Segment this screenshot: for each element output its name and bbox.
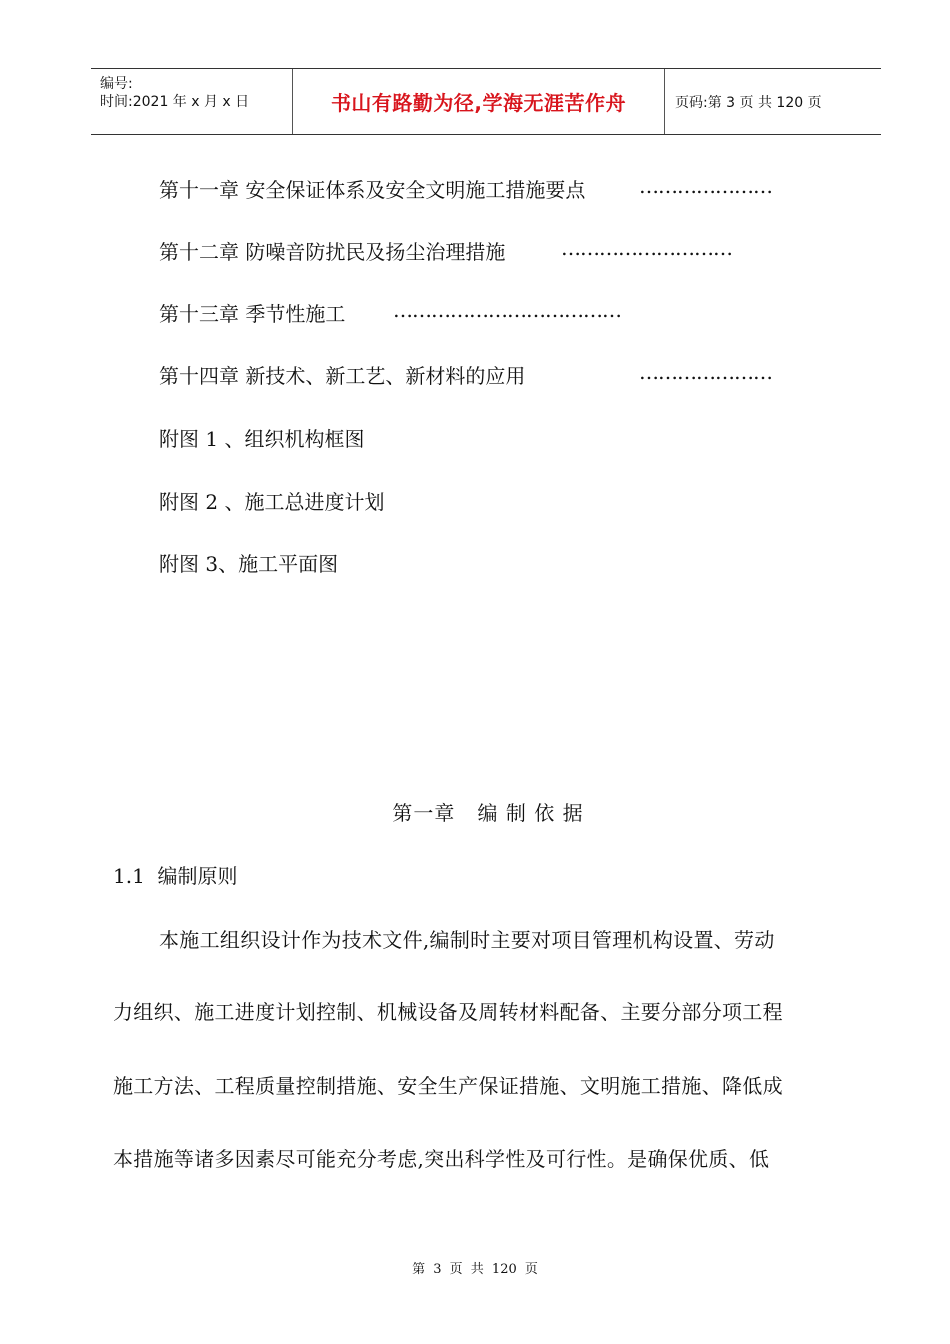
toc-item-dots: ………………… (639, 360, 772, 384)
toc-item-fig3 (159, 548, 338, 577)
toc-item-fig2 (159, 486, 384, 515)
toc-item-dots: ……………………………… (393, 298, 621, 322)
chapter-title: 第一章 编 制 依 据 (392, 801, 584, 825)
toc-item-text: 第十四章 新技术、新工艺、新材料的应用 (159, 364, 526, 388)
header-motto-cell (293, 69, 665, 134)
page-header (91, 68, 881, 135)
toc-item-text: 附图 3、施工平面图 (159, 552, 339, 576)
toc-item-text: 附图 1 、组织机构框图 (159, 427, 365, 451)
header-time-label: 时间:2021 年 x 月 x 日 (100, 94, 250, 110)
toc-item-dots: ………………… (639, 174, 772, 198)
header-meta (91, 69, 293, 134)
toc-item-text: 第十二章 防噪音防扰民及扬尘治理措施 (159, 240, 506, 264)
header-page-label: 页码:第 3 页 共 120 页 (675, 94, 822, 111)
paragraph-line: 施工方法、工程质量控制措施、安全生产保证措施、文明施工措施、降低成 (113, 1074, 783, 1098)
page-footer: 第 3 页 共 120 页 (412, 1262, 538, 1277)
toc-item-text: 附图 2 、施工总进度计划 (159, 490, 385, 514)
toc-item-ch13 (159, 298, 621, 327)
paragraph-line: 力组织、施工进度计划控制、机械设备及周转材料配备、主要分部分项工程 (113, 1000, 783, 1024)
toc-item-ch14 (159, 360, 772, 389)
header-page-cell (665, 69, 881, 134)
toc-item-text: 第十三章 季节性施工 (159, 302, 346, 326)
header-number-label: 编号: (100, 76, 133, 92)
paragraph-line: 本措施等诸多因素尽可能充分考虑,突出科学性及可行性。是确保优质、低 (113, 1147, 770, 1171)
toc-item-text: 第十一章 安全保证体系及安全文明施工措施要点 (159, 178, 586, 202)
toc-item-fig1 (159, 423, 364, 452)
toc-item-ch12 (159, 236, 732, 265)
toc-item-ch11 (159, 174, 772, 203)
section-heading: 1.1 编制原则 (113, 864, 238, 888)
paragraph-line: 本施工组织设计作为技术文件,编制时主要对项目管理机构设置、劳动 (159, 928, 775, 952)
header-motto: 书山有路勤为径,学海无涯苦作舟 (330, 91, 627, 115)
toc-item-dots: ……………………… (561, 236, 732, 260)
